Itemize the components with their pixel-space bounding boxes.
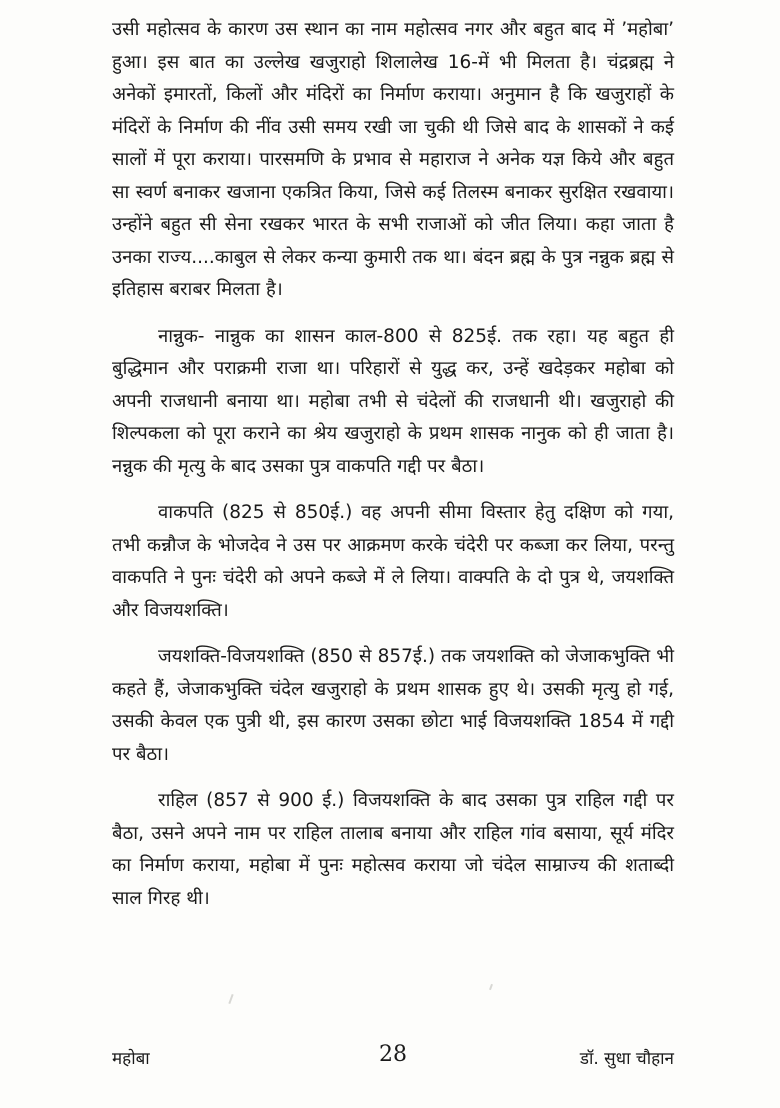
scan-speck xyxy=(228,994,233,1004)
scan-speck xyxy=(489,984,493,990)
paragraph-rahil: राहिल (857 से 900 ई.) विजयशक्ति के बाद उसका पुत्र राहिल गद्दी पर बैठा, उसने अपने नाम पर राहिल तालाब बनाया और राहिल गांव बसाया, सूर्य मंदिर का निर्माण कराया, महोबा में पुनः महोत्सव कराया जो चंदेल साम्राज्य की शताब्दी साल गिरह थी। xyxy=(112,790,674,909)
paragraph-nannuk: नान्नुक- नान्नुक का शासन काल-800 से 825ई. तक रहा। यह बहुत ही बुद्धिमान और पराक्रमी राजा था। परिहारों से युद्ध कर, उन्हें खदेड़कर महोबा को अपनी राजधानी बनाया था। महोबा तभी से चंदेलों की राजधानी थी। खजुराहो की शिल्पकला को पूरा कराने का श्रेय खजुराहो के प्रथम शासक नानुक को ही जाता है। नन्नुक की मृत्यु के बाद उसका पुत्र वाकपति गद्दी पर बैठा। xyxy=(112,325,674,477)
footer-book-title: महोबा xyxy=(112,1049,150,1069)
paragraph-mahoba-origin: उसी महोत्सव के कारण उस स्थान का नाम महोत्सव नगर और बहुत बाद में ’महोबा’ हुआ। इस बात का उल्लेख खजुराहो शिलालेख 16-में भी मिलता है। चंद्रब्रह्म ने अनेकों इमारतों, किलों और मंदिरों का निर्माण कराया। अनुमान है कि खजुराहों के मंदिरों के निर्माण की नींव उसी समय रखी जा चुकी थी जिसे बाद के शासकों ने कई सालों में पूरा कराया। पारसमणि के प्रभाव से महाराज ने अनेक यज्ञ किये और बहुत सा स्वर्ण बनाकर खजाना एकत्रित किया, जिसे कई तिलस्म बनाकर सुरक्षित रखवाया। उन्होंने बहुत सी सेना रखकर भारत के सभी राजाओं को जीत लिया। कहा जाता है उनका राज्य....काबुल से लेकर कन्या कुमारी तक था। बंदन ब्रह्म के पुत्र नन्नुक ब्रह्म से इतिहास बराबर मिलता है। xyxy=(112,19,674,300)
footer-author: डॉ. सुधा चौहान xyxy=(579,1049,674,1069)
page-footer xyxy=(112,1044,674,1072)
paragraph-jayshakti-vijayshakti: जयशक्ति-विजयशक्ति (850 से 857ई.) तक जयशक्ति को जेजाकभुक्ति भी कहते हैं, जेजाकभुक्ति चंदेल खजुराहो के प्रथम शासक हुए थे। उसकी मृत्यु हो गई, उसकी केवल एक पुत्री थी, इस कारण उसका छोटा भाई विजयशक्ति 1854 में गद्दी पर बैठा। xyxy=(112,646,674,765)
page-number: 28 xyxy=(379,1042,407,1067)
page-body xyxy=(112,14,674,929)
paragraph-vakpati: वाकपति (825 से 850ई.) वह अपनी सीमा विस्तार हेतु दक्षिण को गया, तभी कन्नौज के भोजदेव ने उस पर आक्रमण करके चंदेरी पर कब्जा कर लिया, परन्तु वाकपति ने पुनः चंदेरी को अपने कब्जे में ले लिया। वाक्पति के दो पुत्र थे, जयशक्ति और विजयशक्ति। xyxy=(112,502,674,621)
